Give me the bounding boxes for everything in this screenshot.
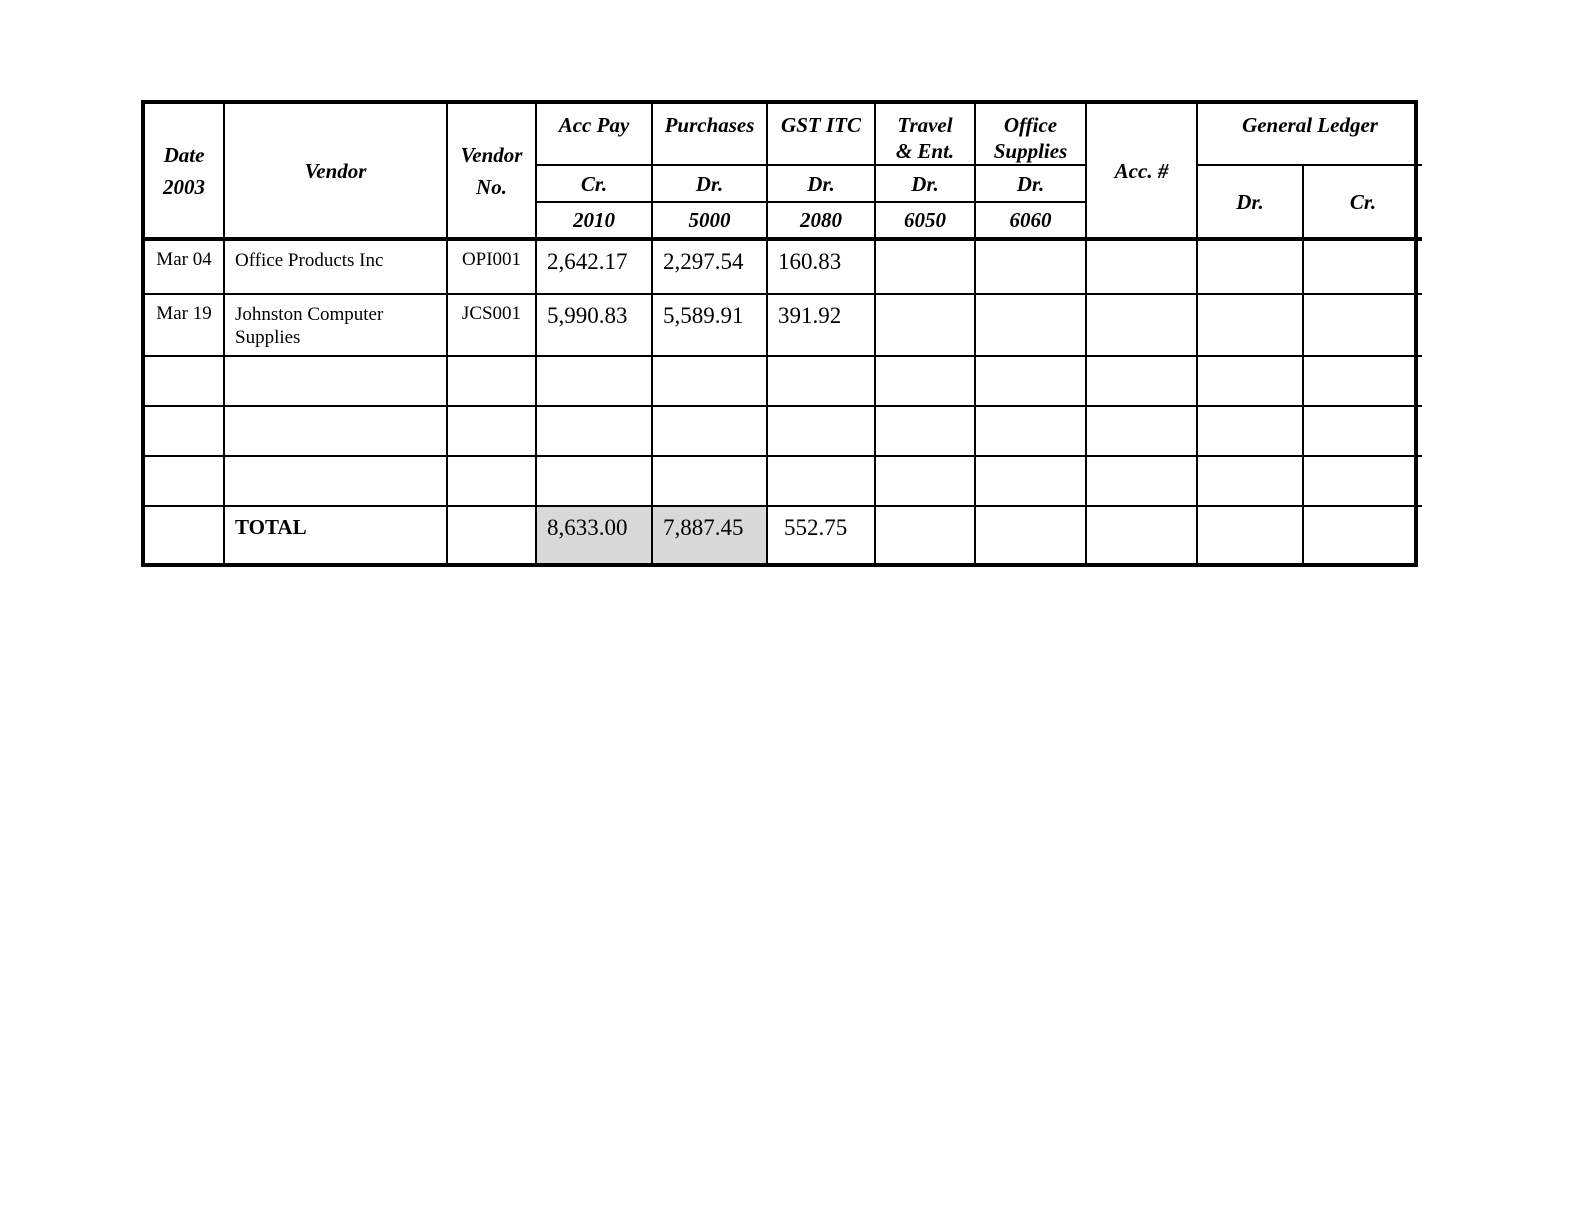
header-gst-itc-acct: 2080 — [767, 202, 875, 239]
row-gl-dr — [1197, 294, 1303, 356]
cell-empty — [975, 406, 1086, 456]
cell-empty — [652, 356, 767, 406]
header-acc-pay-acct: 2010 — [536, 202, 652, 239]
row-gl-cr — [1303, 294, 1422, 356]
purchases-journal — [141, 100, 1418, 567]
cell-empty — [224, 356, 447, 406]
total-travel — [875, 506, 975, 563]
table-row — [145, 239, 1422, 294]
cell-empty — [447, 356, 536, 406]
row-travel — [875, 239, 975, 294]
header-travel — [875, 104, 975, 165]
cell-empty — [875, 356, 975, 406]
cell-empty — [875, 406, 975, 456]
row-vendor: Johnston Computer Supplies — [224, 294, 447, 356]
cell-empty — [1086, 356, 1197, 406]
cell-empty — [975, 356, 1086, 406]
header-general-ledger — [1197, 104, 1422, 165]
cell-empty — [1197, 406, 1303, 456]
header-travel-side: Dr. — [875, 165, 975, 202]
journal-table — [145, 104, 1422, 563]
cell-empty — [767, 456, 875, 506]
cell-empty — [145, 456, 224, 506]
header-general-ledger-title: General Ledger — [1242, 113, 1378, 137]
row-acc-pay: 5,990.83 — [536, 294, 652, 356]
row-purchases: 2,297.54 — [652, 239, 767, 294]
row-purchases: 5,589.91 — [652, 294, 767, 356]
row-gst-itc: 160.83 — [767, 239, 875, 294]
cell-empty — [1086, 456, 1197, 506]
header-office-side: Dr. — [975, 165, 1086, 202]
header-purchases-side: Dr. — [652, 165, 767, 202]
header-acc-pay — [536, 104, 652, 165]
row-date: Mar 04 — [145, 239, 224, 294]
header-gl-dr: Dr. — [1197, 165, 1303, 239]
header-vendor-no-line1: Vendor — [460, 142, 523, 167]
row-gl-cr — [1303, 239, 1422, 294]
total-gst-itc: 552.75 — [767, 506, 875, 563]
cell-empty — [1303, 406, 1422, 456]
table-row — [145, 294, 1422, 356]
cell-empty — [652, 406, 767, 456]
row-gl-dr — [1197, 239, 1303, 294]
header-travel-line1: Travel — [897, 113, 953, 137]
header-date-year: 2003 — [163, 174, 205, 199]
header-gst-itc-title: GST ITC — [781, 113, 861, 137]
cell-empty — [224, 456, 447, 506]
row-vendor: Office Products Inc — [224, 239, 447, 294]
total-label: TOTAL — [224, 506, 447, 563]
cell-empty — [875, 456, 975, 506]
table-row-empty — [145, 406, 1422, 456]
header-vendor: Vendor — [224, 104, 447, 239]
row-vendor-no: OPI001 — [447, 239, 536, 294]
table-row-empty — [145, 356, 1422, 406]
header-vendor-no-line2: No. — [476, 174, 507, 199]
cell-empty — [224, 406, 447, 456]
cell-empty — [652, 456, 767, 506]
cell-empty — [145, 356, 224, 406]
cell-empty — [536, 406, 652, 456]
header-gl-cr: Cr. — [1303, 165, 1422, 239]
row-acc-no — [1086, 294, 1197, 356]
header-date-label: Date — [163, 142, 205, 167]
header-purchases-acct: 5000 — [652, 202, 767, 239]
header-vendor-no — [447, 104, 536, 239]
total-acc-no — [1086, 506, 1197, 563]
row-office — [975, 239, 1086, 294]
total-date-cell — [145, 506, 224, 563]
cell-empty — [145, 406, 224, 456]
cell-empty — [447, 406, 536, 456]
header-acc-no: Acc. # — [1086, 104, 1197, 239]
cell-empty — [767, 406, 875, 456]
cell-empty — [1197, 356, 1303, 406]
header-travel-line2: & Ent. — [895, 139, 955, 163]
row-vendor-no: JCS001 — [447, 294, 536, 356]
header-purchases-title: Purchases — [664, 113, 755, 137]
row-gst-itc: 391.92 — [767, 294, 875, 356]
total-row — [145, 506, 1422, 563]
header-gst-itc — [767, 104, 875, 165]
total-office — [975, 506, 1086, 563]
header-gst-itc-side: Dr. — [767, 165, 875, 202]
cell-empty — [447, 456, 536, 506]
header-office-line1: Office — [1003, 113, 1058, 137]
row-acc-pay: 2,642.17 — [536, 239, 652, 294]
header-office — [975, 104, 1086, 165]
cell-empty — [767, 356, 875, 406]
cell-empty — [536, 356, 652, 406]
header-purchases — [652, 104, 767, 165]
cell-empty — [536, 456, 652, 506]
cell-empty — [1303, 356, 1422, 406]
row-acc-no — [1086, 239, 1197, 294]
header-acc-pay-side: Cr. — [536, 165, 652, 202]
header-acc-pay-title: Acc Pay — [558, 113, 630, 137]
total-gl-cr — [1303, 506, 1422, 563]
total-gl-dr — [1197, 506, 1303, 563]
cell-empty — [975, 456, 1086, 506]
row-travel — [875, 294, 975, 356]
header-date — [145, 104, 224, 239]
table-row-empty — [145, 456, 1422, 506]
header-office-acct: 6060 — [975, 202, 1086, 239]
cell-empty — [1197, 456, 1303, 506]
row-date: Mar 19 — [145, 294, 224, 356]
header-office-line2: Supplies — [993, 139, 1068, 163]
row-office — [975, 294, 1086, 356]
header-travel-acct: 6050 — [875, 202, 975, 239]
total-vendor-no-cell — [447, 506, 536, 563]
cell-empty — [1086, 406, 1197, 456]
total-purchases: 7,887.45 — [652, 506, 767, 563]
cell-empty — [1303, 456, 1422, 506]
total-acc-pay: 8,633.00 — [536, 506, 652, 563]
